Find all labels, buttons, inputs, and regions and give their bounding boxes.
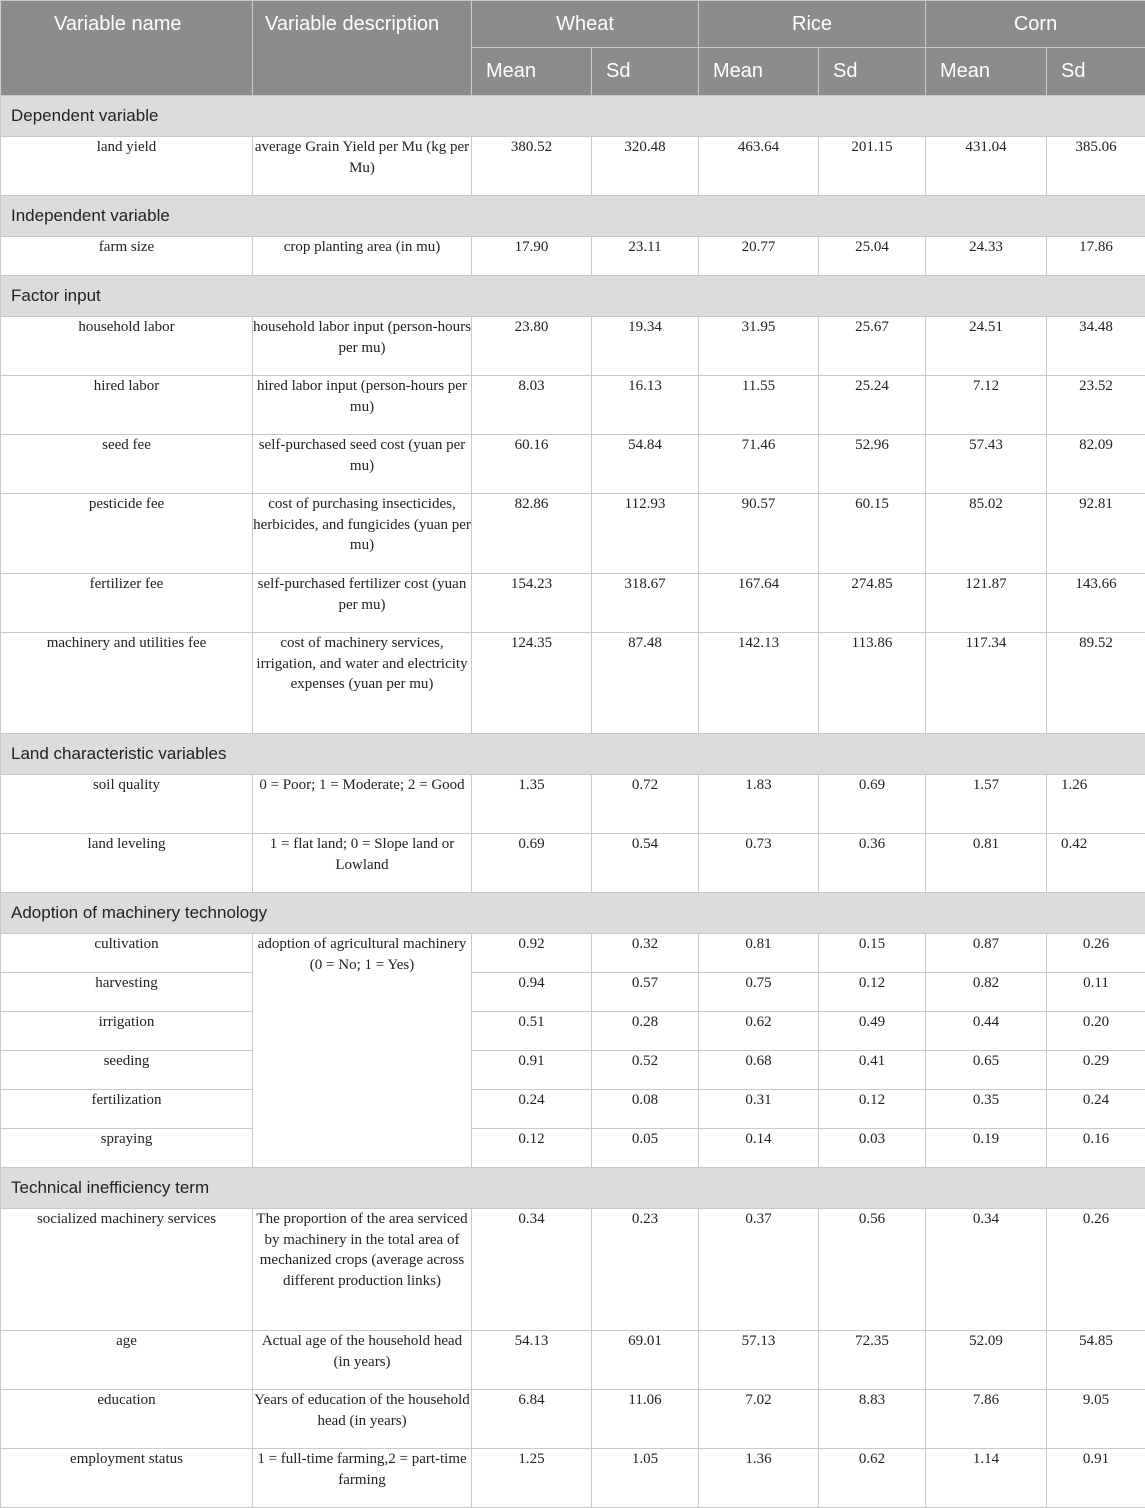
rice-sd: 0.03: [819, 1129, 926, 1168]
corn-sd: 0.16: [1047, 1129, 1145, 1168]
header-corn-mean: Mean: [926, 48, 1047, 96]
wheat-mean: 0.91: [472, 1051, 592, 1090]
wheat-mean: 82.86: [472, 494, 592, 574]
rice-sd: 0.62: [819, 1449, 926, 1508]
corn-sd: 23.52: [1047, 376, 1145, 435]
wheat-sd: 87.48: [592, 633, 699, 734]
wheat-mean: 0.12: [472, 1129, 592, 1168]
wheat-mean: 0.92: [472, 934, 592, 973]
rice-mean: 1.36: [699, 1449, 819, 1508]
wheat-mean: 0.51: [472, 1012, 592, 1051]
table-row: [1, 237, 1145, 276]
header-crop-wheat: Wheat: [472, 1, 699, 48]
table-row: [1, 834, 1145, 893]
corn-mean: 117.34: [926, 633, 1047, 734]
wheat-sd: 0.54: [592, 834, 699, 893]
wheat-mean: 1.35: [472, 775, 592, 834]
rice-sd: 60.15: [819, 494, 926, 574]
rice-mean: 71.46: [699, 435, 819, 494]
header-crop-rice: Rice: [699, 1, 926, 48]
corn-mean: 1.14: [926, 1449, 1047, 1508]
wheat-sd: 320.48: [592, 137, 699, 196]
section-title: Independent variable: [1, 196, 1145, 237]
variable-name: seeding: [1, 1051, 253, 1090]
table-row: [1, 633, 1145, 734]
section-title: Technical inefficiency term: [1, 1168, 1145, 1209]
corn-sd: 0.24: [1047, 1090, 1145, 1129]
rice-mean: 0.75: [699, 973, 819, 1012]
rice-sd: 0.41: [819, 1051, 926, 1090]
rice-sd: 274.85: [819, 574, 926, 633]
variable-description: crop planting area (in mu): [253, 237, 472, 276]
rice-mean: 167.64: [699, 574, 819, 633]
rice-sd: 0.56: [819, 1209, 926, 1331]
table-body: [1, 96, 1145, 1508]
wheat-sd: 0.32: [592, 934, 699, 973]
table-row: [1, 934, 1145, 973]
variable-description: 0 = Poor; 1 = Moderate; 2 = Good: [253, 775, 472, 834]
section-independent-variable: [1, 196, 1145, 237]
variable-name: hired labor: [1, 376, 253, 435]
variable-description: self-purchased fertilizer cost (yuan per mu): [253, 574, 472, 633]
variable-name: machinery and utilities fee: [1, 633, 253, 734]
header-corn-sd: Sd: [1047, 48, 1145, 96]
wheat-mean: 6.84: [472, 1390, 592, 1449]
table-row: [1, 435, 1145, 494]
rice-sd: 0.49: [819, 1012, 926, 1051]
corn-mean: 85.02: [926, 494, 1047, 574]
corn-mean: 0.65: [926, 1051, 1047, 1090]
table-row: [1, 317, 1145, 376]
wheat-sd: 0.23: [592, 1209, 699, 1331]
table-row: [1, 574, 1145, 633]
variable-name: pesticide fee: [1, 494, 253, 574]
variable-name: spraying: [1, 1129, 253, 1168]
rice-mean: 11.55: [699, 376, 819, 435]
rice-mean: 0.37: [699, 1209, 819, 1331]
section-title: Factor input: [1, 276, 1145, 317]
rice-mean: 0.14: [699, 1129, 819, 1168]
wheat-sd: 0.72: [592, 775, 699, 834]
table-header: [1, 1, 1145, 96]
section-land-characteristic-variables: [1, 734, 1145, 775]
corn-mean: 0.87: [926, 934, 1047, 973]
rice-mean: 7.02: [699, 1390, 819, 1449]
corn-sd: 0.26: [1047, 1209, 1145, 1331]
rice-mean: 20.77: [699, 237, 819, 276]
wheat-sd: 1.05: [592, 1449, 699, 1508]
corn-mean: 7.12: [926, 376, 1047, 435]
table-row: [1, 137, 1145, 196]
table-row: [1, 1012, 1145, 1051]
corn-mean: 0.82: [926, 973, 1047, 1012]
rice-sd: 113.86: [819, 633, 926, 734]
rice-sd: 0.12: [819, 1090, 926, 1129]
variable-name: seed fee: [1, 435, 253, 494]
corn-sd: 0.29: [1047, 1051, 1145, 1090]
wheat-sd: 0.08: [592, 1090, 699, 1129]
corn-sd: 82.09: [1047, 435, 1145, 494]
corn-sd: 0.11: [1047, 973, 1145, 1012]
variable-description: self-purchased seed cost (yuan per mu): [253, 435, 472, 494]
wheat-mean: 0.69: [472, 834, 592, 893]
corn-mean: 24.51: [926, 317, 1047, 376]
corn-mean: 0.81: [926, 834, 1047, 893]
rice-mean: 90.57: [699, 494, 819, 574]
wheat-sd: 0.52: [592, 1051, 699, 1090]
variable-name: fertilizer fee: [1, 574, 253, 633]
wheat-sd: 11.06: [592, 1390, 699, 1449]
rice-mean: 463.64: [699, 137, 819, 196]
variable-description: average Grain Yield per Mu (kg per Mu): [253, 137, 472, 196]
rice-sd: 52.96: [819, 435, 926, 494]
corn-mean: 431.04: [926, 137, 1047, 196]
variable-description: The proportion of the area serviced by machinery in the total area of mechanized crops (average across different production links): [253, 1209, 472, 1331]
header-rice-sd: Sd: [819, 48, 926, 96]
wheat-mean: 23.80: [472, 317, 592, 376]
table-row: [1, 973, 1145, 1012]
table-row: [1, 1449, 1145, 1508]
section-adoption-of-machinery-technology: [1, 893, 1145, 934]
wheat-sd: 16.13: [592, 376, 699, 435]
table-row: [1, 775, 1145, 834]
corn-sd: 34.48: [1047, 317, 1145, 376]
corn-sd: 143.66: [1047, 574, 1145, 633]
wheat-sd: 69.01: [592, 1331, 699, 1390]
variable-name: fertilization: [1, 1090, 253, 1129]
variable-name: harvesting: [1, 973, 253, 1012]
wheat-sd: 0.28: [592, 1012, 699, 1051]
corn-sd: 0.42: [1047, 834, 1145, 893]
wheat-sd: 318.67: [592, 574, 699, 633]
wheat-mean: 1.25: [472, 1449, 592, 1508]
variable-name: education: [1, 1390, 253, 1449]
wheat-mean: 60.16: [472, 435, 592, 494]
wheat-mean: 8.03: [472, 376, 592, 435]
header-wheat-mean: Mean: [472, 48, 592, 96]
rice-mean: 1.83: [699, 775, 819, 834]
variable-description: 1 = full-time farming,2 = part-time farming: [253, 1449, 472, 1508]
corn-sd: 17.86: [1047, 237, 1145, 276]
corn-mean: 52.09: [926, 1331, 1047, 1390]
wheat-mean: 0.94: [472, 973, 592, 1012]
variable-name: farm size: [1, 237, 253, 276]
corn-sd: 89.52: [1047, 633, 1145, 734]
corn-mean: 0.35: [926, 1090, 1047, 1129]
section-dependent-variable: [1, 96, 1145, 137]
variable-description: 1 = flat land; 0 = Slope land or Lowland: [253, 834, 472, 893]
wheat-sd: 23.11: [592, 237, 699, 276]
header-variable-name: Variable name: [1, 1, 253, 96]
table-row: [1, 1331, 1145, 1390]
section-technical-inefficiency-term: [1, 1168, 1145, 1209]
header-rice-mean: Mean: [699, 48, 819, 96]
rice-sd: 0.15: [819, 934, 926, 973]
corn-sd: 0.91: [1047, 1449, 1145, 1508]
header-crop-corn: Corn: [926, 1, 1145, 48]
corn-sd: 54.85: [1047, 1331, 1145, 1390]
wheat-sd: 112.93: [592, 494, 699, 574]
corn-mean: 7.86: [926, 1390, 1047, 1449]
wheat-mean: 124.35: [472, 633, 592, 734]
corn-mean: 24.33: [926, 237, 1047, 276]
rice-mean: 142.13: [699, 633, 819, 734]
corn-sd: 9.05: [1047, 1390, 1145, 1449]
wheat-sd: 19.34: [592, 317, 699, 376]
variable-name: cultivation: [1, 934, 253, 973]
variable-name: irrigation: [1, 1012, 253, 1051]
corn-mean: 121.87: [926, 574, 1047, 633]
variable-name: employment status: [1, 1449, 253, 1508]
rice-sd: 25.67: [819, 317, 926, 376]
corn-sd: 0.26: [1047, 934, 1145, 973]
rice-mean: 31.95: [699, 317, 819, 376]
corn-mean: 0.34: [926, 1209, 1047, 1331]
corn-mean: 0.19: [926, 1129, 1047, 1168]
table-row: [1, 1390, 1145, 1449]
rice-sd: 8.83: [819, 1390, 926, 1449]
wheat-mean: 380.52: [472, 137, 592, 196]
table-row: [1, 1129, 1145, 1168]
corn-mean: 1.57: [926, 775, 1047, 834]
rice-mean: 57.13: [699, 1331, 819, 1390]
section-title: Dependent variable: [1, 96, 1145, 137]
corn-mean: 0.44: [926, 1012, 1047, 1051]
corn-sd: 1.26: [1047, 775, 1145, 834]
rice-sd: 25.04: [819, 237, 926, 276]
corn-sd: 0.20: [1047, 1012, 1145, 1051]
corn-mean: 57.43: [926, 435, 1047, 494]
rice-mean: 0.73: [699, 834, 819, 893]
rice-sd: 0.36: [819, 834, 926, 893]
variable-description: adoption of agricultural machinery (0 = No; 1 = Yes): [253, 934, 472, 1168]
wheat-mean: 0.24: [472, 1090, 592, 1129]
corn-sd: 92.81: [1047, 494, 1145, 574]
table-row: [1, 376, 1145, 435]
variable-description: household labor input (person-hours per mu): [253, 317, 472, 376]
table-row: [1, 494, 1145, 574]
table-row: [1, 1209, 1145, 1331]
rice-sd: 0.12: [819, 973, 926, 1012]
header-variable-description: Variable description: [253, 1, 472, 96]
section-factor-input: [1, 276, 1145, 317]
variable-description: Years of education of the household head (in years): [253, 1390, 472, 1449]
variable-description: cost of machinery services, irrigation, and water and electricity expenses (yuan per mu): [253, 633, 472, 734]
variable-name: household labor: [1, 317, 253, 376]
rice-sd: 201.15: [819, 137, 926, 196]
variable-name: land yield: [1, 137, 253, 196]
variable-name: age: [1, 1331, 253, 1390]
rice-sd: 0.69: [819, 775, 926, 834]
variable-name: soil quality: [1, 775, 253, 834]
wheat-sd: 0.57: [592, 973, 699, 1012]
wheat-sd: 54.84: [592, 435, 699, 494]
variable-name: land leveling: [1, 834, 253, 893]
header-wheat-sd: Sd: [592, 48, 699, 96]
rice-mean: 0.81: [699, 934, 819, 973]
corn-sd: 385.06: [1047, 137, 1145, 196]
section-title: Land characteristic variables: [1, 734, 1145, 775]
table-row: [1, 1090, 1145, 1129]
variable-description: hired labor input (person-hours per mu): [253, 376, 472, 435]
variable-description: Actual age of the household head (in years): [253, 1331, 472, 1390]
rice-mean: 0.62: [699, 1012, 819, 1051]
wheat-mean: 54.13: [472, 1331, 592, 1390]
wheat-sd: 0.05: [592, 1129, 699, 1168]
wheat-mean: 0.34: [472, 1209, 592, 1331]
variable-description: cost of purchasing insecticides, herbicides, and fungicides (yuan per mu): [253, 494, 472, 574]
rice-sd: 72.35: [819, 1331, 926, 1390]
rice-sd: 25.24: [819, 376, 926, 435]
section-title: Adoption of machinery technology: [1, 893, 1145, 934]
wheat-mean: 154.23: [472, 574, 592, 633]
rice-mean: 0.68: [699, 1051, 819, 1090]
wheat-mean: 17.90: [472, 237, 592, 276]
rice-mean: 0.31: [699, 1090, 819, 1129]
variable-name: socialized machinery services: [1, 1209, 253, 1331]
table-row: [1, 1051, 1145, 1090]
